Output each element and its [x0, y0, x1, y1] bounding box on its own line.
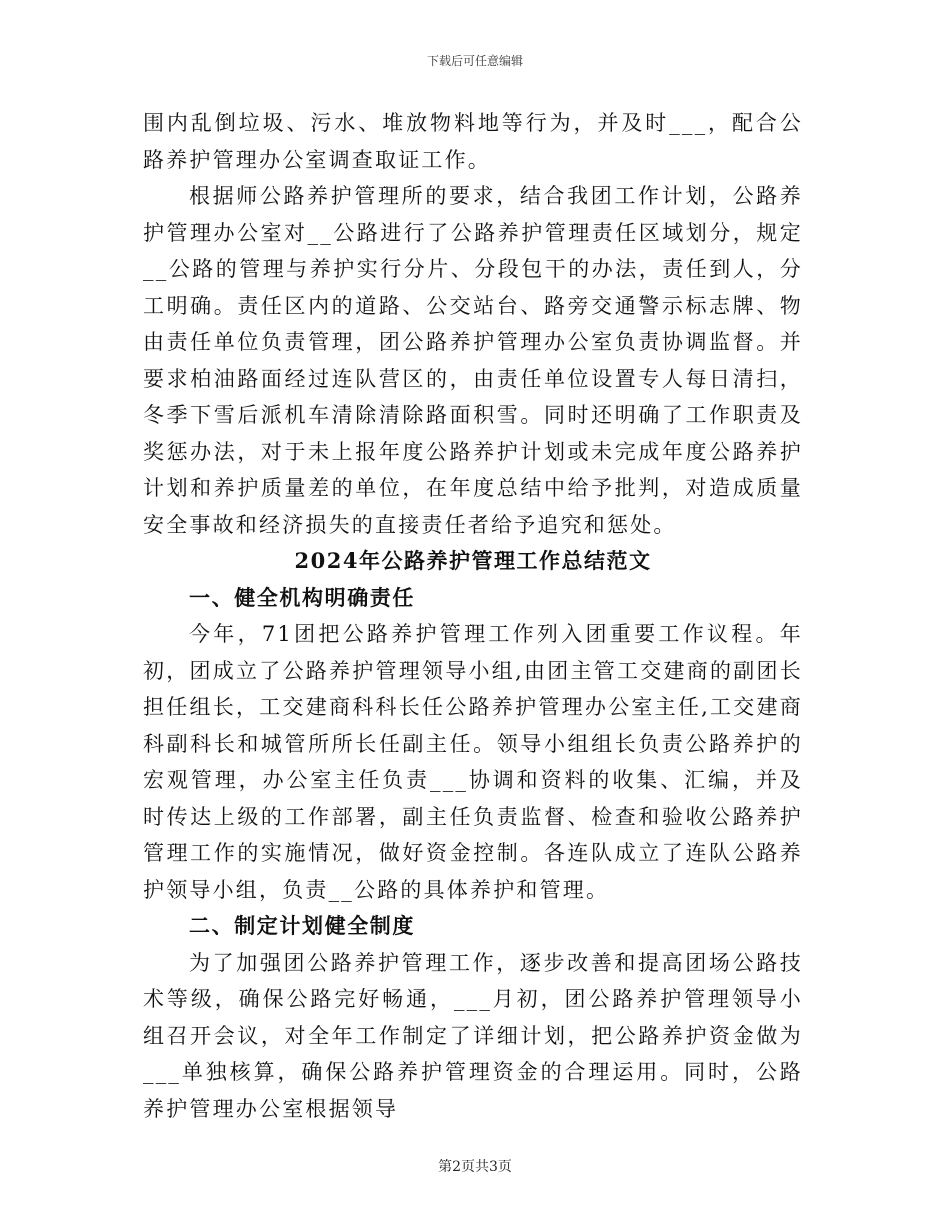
section-heading-2: 二、制定计划健全制度 [189, 914, 415, 938]
paragraph-organization: 今年，71团把公路养护管理工作列入团重要工作议程。年初，团成立了公路养护管理领导小组,由团主管工交建商的副团长担任组长，工交建商科科长任公路养护管理办公室主任,工交建商科副科长和城管所所长任副主任。领导小组组长负责公路养护的宏观管理，办公室主任负责___协调和资料的收集、汇编，并及时传达上级的工作部署，副主任负责监督、检查和验收公路养护管理工作的实施情况，做好资金控制。各连队成立了连队公路养护领导小组，负责__公路的具体养护和管理。 [143, 622, 803, 902]
document-body [143, 105, 803, 1127]
paragraph-responsibility-zones: 根据师公路养护管理所的要求，结合我团工作计划，公路养护管理办公室对__公路进行了公路养护管理责任区域划分，规定__公路的管理与养护实行分片、分段包干的办法，责任到人，分工明确。责任区内的道路、公交站台、路旁交通警示标志牌、物由责任单位负责管理，团公路养护管理办公室负责协调监督。并要求柏油路面经过连队营区的，由责任单位设置专人每日清扫，冬季下雪后派机车清除清除路面积雪。同时还明确了工作职责及奖惩办法，对于未上报年度公路养护计划或未完成年度公路养护计划和养护质量差的单位，在年度总结中给予批判，对造成质量安全事故和经济损失的直接责任者给予追究和惩处。 [143, 184, 803, 537]
document-title: 2024年公路养护管理工作总结范文 [294, 548, 652, 573]
page-header: 下载后可任意编辑 [426, 54, 523, 68]
paragraph-planning: 为了加强团公路养护管理工作，逐步改善和提高团场公路技术等级，确保公路完好畅通，___月初，团公路养护管理领导小组召开会议，对全年工作制定了详细计划，把公路养护资金做为___单独核算，确保公路养护管理资金的合理运用。同时，公路养护管理办公室根据领导 [143, 950, 803, 1121]
section-heading-1: 一、健全机构明确责任 [189, 585, 415, 610]
paragraph-continued: 围内乱倒垃圾、污水、堆放物料地等行为，并及时___，配合公路养护管理办公室调查取证工作。 [143, 111, 803, 172]
page-footer: 第2页共3页 [438, 1159, 512, 1175]
